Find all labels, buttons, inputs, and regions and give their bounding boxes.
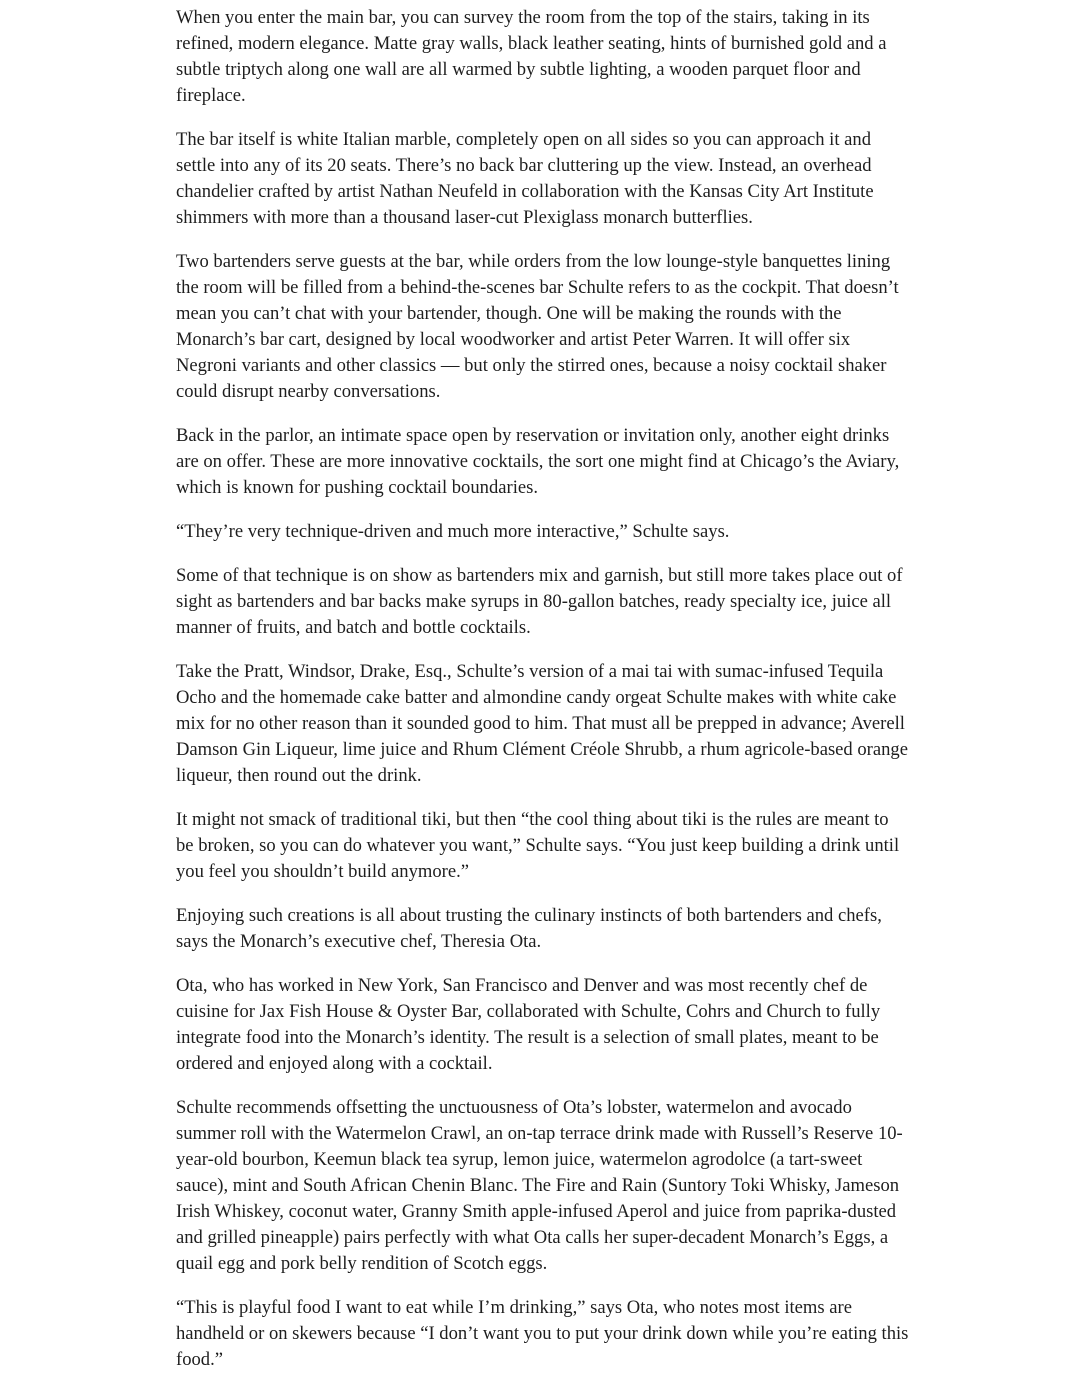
article-body xyxy=(176,5,910,1391)
paragraph-ota: Ota, who has worked in New York, San Francisco and Denver and was most recently chef de cuisine for Jax Fish House & Oyster Bar, collaborated with Schulte, Cohrs and Church to fully integrate food into the Monarch’s identity. The result is a selection of small plates, meant to be ordered and enjoyed along with a cocktail. xyxy=(176,975,881,1074)
paragraph-mai-tai: Take the Pratt, Windsor, Drake, Esq., Schulte’s version of a mai tai with sumac-infused Tequila Ocho and the homemade cake batter and almondine candy orgeat Schulte makes with white cake mix for no other reason than it sounded good to him. That must all be prepped in advance; Averell Damson Gin Liqueur, lime juice and Rhum Clément Créole Shrubb, a rhum agricole-based orange liqueur, then round out the drink. xyxy=(176,661,908,786)
paragraph-quote-technique: “They’re very technique-driven and much more interactive,” Schulte says. xyxy=(176,521,730,542)
paragraph-pairings: Schulte recommends offsetting the unctuousness of Ota’s lobster, watermelon and avocado summer roll with the Watermelon Crawl, an on-tap terrace drink made with Russell’s Reserve 10-year-old bourbon, Keemun black tea syrup, lemon juice, watermelon agrodolce (a tart-sweet sauce), mint and South African Chenin Blanc. The Fire and Rain (Suntory Toki Whisky, Jameson Irish Whiskey, coconut water, Granny Smith apple-infused Aperol and juice from paprika-dusted and grilled pineapple) pairs perfectly with what Ota calls her super-decadent Monarch’s Eggs, a quail egg and pork belly rendition of Scotch eggs. xyxy=(176,1097,903,1274)
paragraph-bartenders: Two bartenders serve guests at the bar, while orders from the low lounge-style banquettes lining the room will be filled from a behind-the-scenes bar Schulte refers to as the cockpit. That doesn’t mean you can’t chat with your bartender, though. One will be making the rounds with the Monarch’s bar cart, designed by local woodworker and artist Peter Warren. It will offer six Negroni variants and other classics — but only the stirred ones, because a noisy cocktail shaker could disrupt nearby conversations. xyxy=(176,251,899,402)
paragraph-playful-food: “This is playful food I want to eat while I’m drinking,” says Ota, who notes most items are handheld or on skewers because “I don’t want you to put your drink down while you’re eating this food.” xyxy=(176,1297,909,1370)
paragraph-technique: Some of that technique is on show as bartenders mix and garnish, but still more takes place out of sight as bartenders and bar backs make syrups in 80-gallon batches, ready specialty ice, juice all manner of fruits, and batch and bottle cocktails. xyxy=(176,565,903,638)
paragraph-parlor: Back in the parlor, an intimate space open by reservation or invitation only, another eight drinks are on offer. These are more innovative cocktails, the sort one might find at Chicago’s the Aviary, which is known for pushing cocktail boundaries. xyxy=(176,425,900,498)
paragraph-tiki: It might not smack of traditional tiki, but then “the cool thing about tiki is the rules are meant to be broken, so you can do whatever you want,” Schulte says. “You just keep building a drink until you feel you shouldn’t build anymore.” xyxy=(176,809,900,882)
paragraph-main-bar: When you enter the main bar, you can survey the room from the top of the stairs, taking in its refined, modern elegance. Matte gray walls, black leather seating, hints of burnished gold and a subtle triptych along one wall are all warmed by subtle lighting, a wooden parquet floor and fireplace. xyxy=(176,7,887,106)
paragraph-bar-marble: The bar itself is white Italian marble, completely open on all sides so you can approach it and settle into any of its 20 seats. There’s no back bar cluttering up the view. Instead, an overhead chandelier crafted by artist Nathan Neufeld in collaboration with the Kansas City Art Institute shimmers with more than a thousand laser-cut Plexiglass monarch butterflies. xyxy=(176,129,874,228)
paragraph-chef: Enjoying such creations is all about trusting the culinary instincts of both bartenders and chefs, says the Monarch’s executive chef, Theresia Ota. xyxy=(176,905,882,952)
